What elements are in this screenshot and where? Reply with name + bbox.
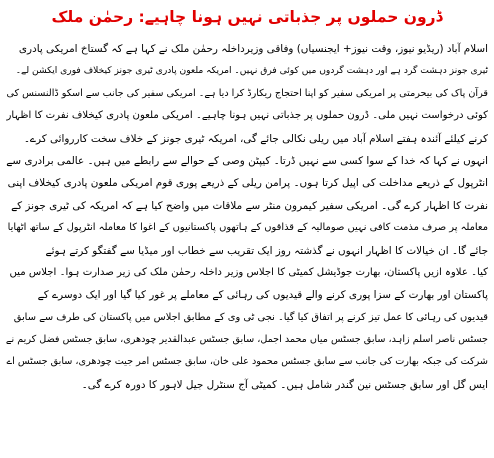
article-line: ٹیری جونز دہشت گرد ہے اور دہشت گردوں میں کوئی فرق نہیں۔ امریکہ ملعون پادری ٹیری جونز کیخلاف فوری ایکشن لے۔ [15,66,488,77]
article-line: جائے گا۔ ان خیالات کا اظہار انہوں نے گذشتہ روز ایک تقریب سے خطاب اور میڈیا سے گفتگو کرتے ہوئے [45,244,488,257]
article-line: کیا۔ علاوہ ازیں پاکستان، بھارت جوڈیشل کمیٹی کا اجلاس وزیر داخلہ رحمٰن ملک کی زیر صدارت ہوا۔ اجلاس میں [9,266,488,278]
article-line: نفرت کا اظہار کرے گی۔ امریکی سفیر کیمرون منٹر سے ملاقات میں واضح کیا ہے کہ امریکہ کی ٹیری جونز کے [11,199,488,212]
article-line: ایس گل اور سابق جسٹس نین گندر شامل ہیں۔ کمیٹی آج سنٹرل جیل لاہور کا دورہ کرے گی۔ [81,378,488,391]
article-line: کوئی درخواست نہیں ملی۔ ڈرون حملوں پر جذباتی نہیں ہونا چاہیے۔ امریکی ملعون پادری کیخلاف نفرت کا اظہار [6,110,488,122]
article-line: جسٹس ناصر اسلم زاہد، سابق جسٹس میاں محمد اجمل، سابق جسٹس عبدالقدیر چودھری، سابق جسٹس فضل کریم نے [6,334,488,346]
article-line: پاکستان اور بھارت کے سزا پوری کرنے والے قیدیوں کی رہائی کے معاملے پر غور کیا گیا اور ایک دوسرے کے [37,289,488,302]
article-line: اسلام آباد (ریڈیو نیوز، وقت نیوز+ ایجنسیاں) وفاقی وزیرداخلہ رحمٰن ملک نے کہا ہے کہ گستاخ امریکی پادری [18,43,488,55]
article-line: قرآن پاک کی بیحرمتی پر امریکی سفیر کو اپنا احتجاج ریکارڈ کرا دیا ہے۔ امریکی سفیر کی جانب سے اسکو ڈالنسنس کی [6,87,488,99]
article-line: انٹرپول کے ذریعے مداخلت کی اپیل کرتا ہوں۔ پرامن ریلی کے ذریعے پوری قوم امریکی ملعون پادری کیخلاف اپنی [7,177,488,190]
article-body [6,38,488,396]
headline: ڈرون حملوں پر جذباتی نہیں ہونا چاہیے: رحمٰن ملک [51,8,443,26]
article-line: قیدیوں کی رہائی کا عمل تیز کرنے پر اتفاق کیا گیا۔ نجی ٹی وی کے مطابق اجلاس میں پاکستان کی طرف سے سابق [13,311,488,323]
article-line: شرکت کی جبکہ بھارت کی جانب سے سابق جسٹس محمود علی خان، سابق جسٹس امر جیت چودھری، سابق جسٹس اے [6,356,488,368]
article-line: کرنے کیلئے آئندہ ہفتے اسلام آباد میں ریلی نکالی جائے گی، امریکہ ٹیری جونز کے خلاف سخت کارروائی کرے۔ [23,132,488,145]
article-line: معاملہ پر صرف مذمت کافی نہیں صومالیہ کے قذاقوں کے ہاتھوں پاکستانیوں کے اغوا کا معاملہ انٹرپول کے ساتھ اٹھایا [7,222,488,234]
article-line: انہوں نے کہا کہ خدا کے سوا کسی سے نہیں ڈرتا۔ کیپٹن وصی کے حوالے سے رابطے میں ہیں۔ عالمی برادری سے [6,154,488,167]
